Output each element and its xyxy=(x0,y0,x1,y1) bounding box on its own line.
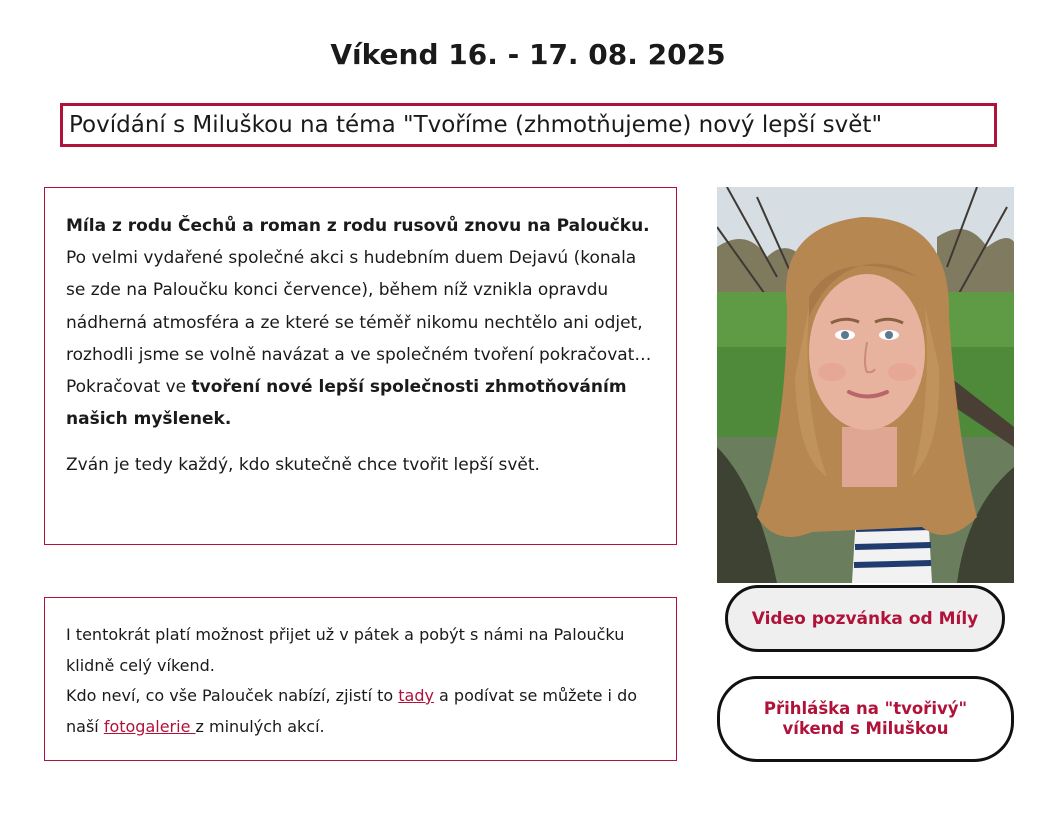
offer-suffix: z minulých akcí. xyxy=(195,716,325,736)
signup-button[interactable]: Přihláška na "tvořivý" víkend s Miluškou xyxy=(717,676,1014,762)
body-text: Po velmi vydařené společné akci s hudebním duem Dejavú (konala se zde na Paloučku konci července), během níž vznikla opravdu nádherná atmosféra a ze které se téměř nikomu nechtělo ani odjet, rozhodli jsme se volně navázat a ve společném tvoření pokračovat… xyxy=(66,248,652,365)
video-invitation-button[interactable]: Video pozvánka od Míly xyxy=(725,585,1005,652)
invite-text: Zván je tedy každý, kdo skutečně chce tvořit lepší svět. xyxy=(66,455,540,476)
stay-text: I tentokrát platí možnost přijet už v pátek a pobýt s námi na Paloučku klidně celý víkend. xyxy=(66,625,625,675)
offer-middle: a podívat se můžete i do naší xyxy=(66,686,638,736)
lead-text: Míla z rodu Čechů a roman z rodu rusovů znovu na Paloučku. xyxy=(66,216,650,236)
description-card xyxy=(44,187,677,545)
gallery-link[interactable]: fotogalerie xyxy=(103,716,196,736)
continue-prefix: Pokračovat ve xyxy=(66,377,192,398)
portrait-photo xyxy=(717,187,1014,583)
info-card xyxy=(44,597,677,761)
page-title: Víkend 16. - 17. 08. 2025 xyxy=(330,38,726,71)
event-subtitle: Povídání s Miluškou na téma "Tvoříme (zhmotňujeme) nový lepší svět" xyxy=(60,103,997,147)
info-text xyxy=(66,620,656,742)
continue-bold: tvoření nové lepší společnosti zhmotňováním našich myšlenek. xyxy=(66,377,627,430)
tady-link[interactable]: tady xyxy=(398,686,434,705)
description-text xyxy=(66,210,656,435)
offer-prefix: Kdo neví, co vše Palouček nabízí, zjistí to xyxy=(66,686,399,705)
